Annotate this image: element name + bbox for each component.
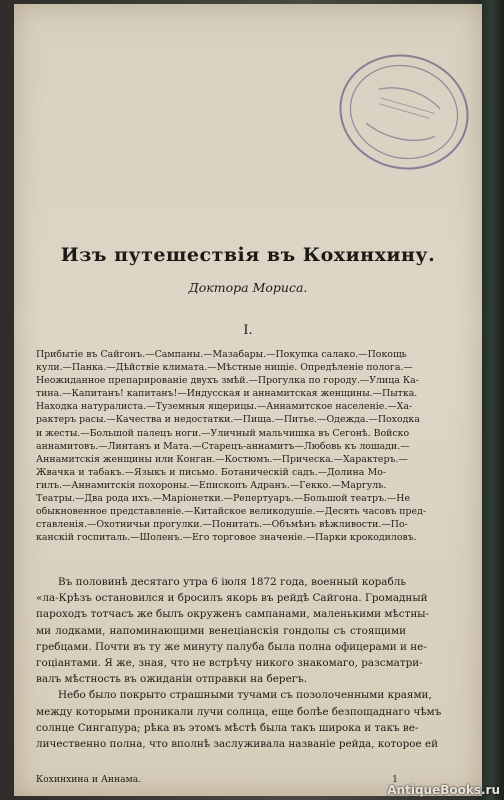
synopsis-line: ставленія.—Охотничьи прогулки.—Понитать.—Объмѣнъ вѣжливости.—По- [36,519,408,531]
watermark: AntiqueBooks.ru [387,783,500,797]
article-author: Доктора Мориса. [188,280,308,295]
body-line: личественно полна, что вполнѣ заслуживала названіе рейда, которое ей [36,738,438,751]
footer-signature: Кохинхина и Аннама. [36,774,142,785]
page-footer [36,774,398,785]
synopsis-line: Жвачка и табакъ.—Языкъ и письмо. Ботаническій садъ.—Долина Мо- [36,466,386,478]
body-line: между которыми проникали лучи солнца, еще болѣе безпощаднаго чѣмъ [36,705,442,718]
synopsis-line: Находка натуралиста.—Туземныя ящерицы.—Аннамитское населеніе.—Ха- [36,401,413,413]
synopsis-line: гилъ.—Аннамитскія похороны.—Епископъ Адранъ.—Гекко.—Маргуль. [36,479,387,491]
chapter-number: I. [243,323,253,338]
body-text [36,574,442,752]
synopsis-line: кули.—Панка.—Дѣйствіе климата.—Мѣстные нищіе. Опредѣленіе пологa.— [36,362,413,374]
library-stamp [320,31,488,193]
body-line: пароходъ тотчасъ же былъ окруженъ сампанами, маленькими мѣстны- [36,608,430,621]
synopsis-line: аннамитовъ.—Линтанъ и Мата.—Старецъ-аннамитъ—Любовь къ лошади.— [36,440,410,452]
body-line: Въ половинѣ десятаго утра 6 іюля 1872 года, военный корабль [58,576,406,588]
chapter-synopsis [36,348,427,544]
body-line: «ла-Крѣзъ остановился и бросилъ якорь въ рейдѣ Сайгона. Громадный [36,592,428,605]
synopsis-line: и жесты.—Большой палецъ ноги.—Уличный мальчишка въ Сегонѣ. Войско [36,427,410,439]
body-line: гребцами. Почти въ ту же минуту палуба была полна офицерами и не- [36,640,427,653]
synopsis-line: обыкновенное представленіе.—Китайское великодушіе.—Десять часовъ пред- [36,506,427,518]
body-line: валъ мѣстность въ ожиданіи отправки на берегъ. [36,673,308,686]
synopsis-line: Неожиданное препарированіе двухъ змѣй.—Прогулка по городу.—Улица Ка- [36,375,419,387]
article-title: Изъ путешествія въ Кохинхину. [60,244,436,266]
body-line: ми лодками, напоминающими венеціанскія гондолы съ стоящими [36,624,406,637]
page-number: 1 [392,774,398,785]
body-line: гоціантами. Я же, зная, что не встрѣчу никого знакомаго, разсматри- [36,657,423,670]
synopsis-line: канскій госпиталь.—Шоленъ.—Его торговое значеніе.—Парки крокодиловъ. [36,532,417,544]
synopsis-line: тина.—Капитанъ! капитанъ!—Индусская и аннамитская женщины.—Пытка. [36,388,418,400]
body-line: Небо было покрыто страшными тучами съ позолоченными краями, [58,689,432,702]
book-page [14,4,482,796]
synopsis-line: Аннамитскія женщины или Конган.—Костюмъ.—Прическа.—Характеръ.— [36,453,408,465]
body-line: солнце Сингапура; рѣка въ этомъ мѣстѣ была такъ широка и такъ ве- [36,721,419,734]
synopsis-line: Прибытіе въ Сайгонъ.—Сампаны.—Мазабары.—Покупка салако.—Покощь [36,349,407,360]
synopsis-line: рактеръ расы.—Качества и недостатки.—Пища.—Питье.—Одежда.—Походка [36,414,420,426]
synopsis-line: Театры.—Два рода ихъ.—Маріонетки.—Репертуаръ.—Большой театръ.—Не [36,493,410,505]
